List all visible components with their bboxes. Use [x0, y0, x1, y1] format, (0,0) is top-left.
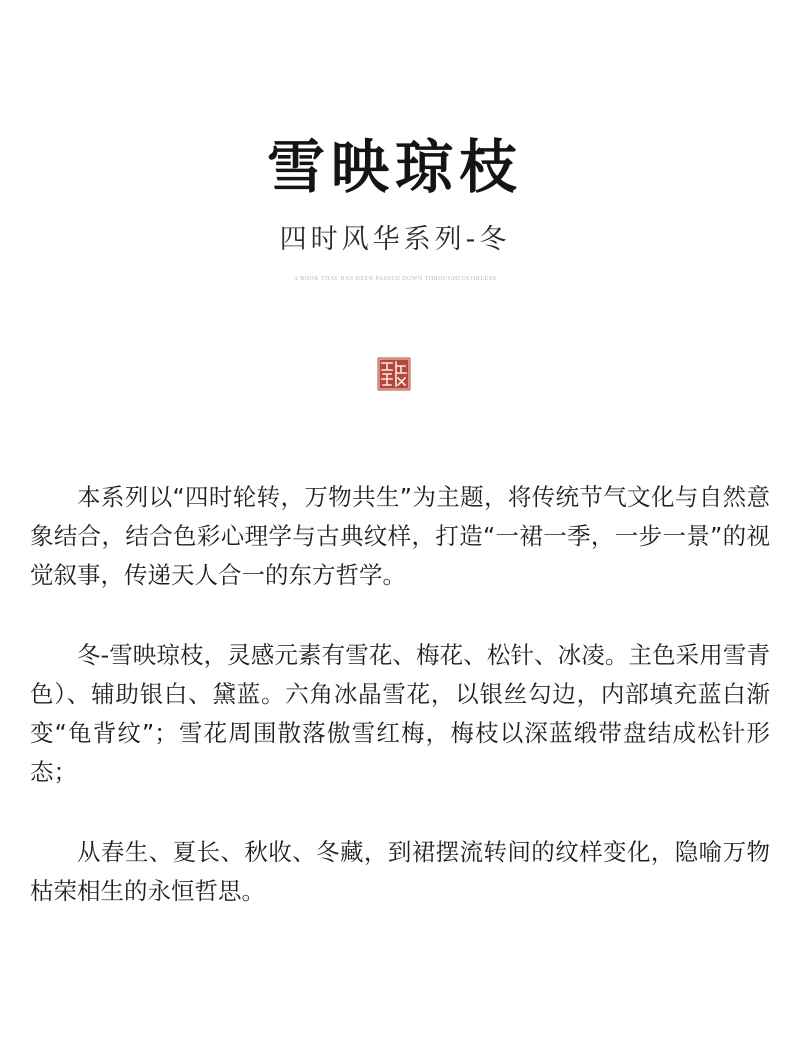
paragraph-winter-theme: 冬-雪映琼枝，灵感元素有雪花、梅花、松针、冰凌。主色采用雪青色）、辅助银白、黛蓝。六角冰晶雪花，以银丝勾边，内部填充蓝白渐变“龟背纹”；雪花周围散落傲雪红梅，梅枝以深蓝缎带盘结成松针形态； — [30, 641, 770, 786]
english-tagline: A BOOK THAT HAS BEEN PASSED DOWN THROUGHCOLORLESS — [293, 276, 497, 282]
description-body — [30, 478, 770, 952]
paragraph-philosophy: 从春生、夏长、秋收、冬藏，到裙摆流转间的纹样变化，隐喻万物枯荣相生的永恒哲思。 — [30, 838, 770, 905]
page-subtitle: 四时风华系列-冬 — [279, 224, 511, 255]
paragraph-series-intro: 本系列以“四时轮转，万物共生”为主题，将传统节气文化与自然意象结合，结合色彩心理学与古典纹样，打造“一裙一季，一步一景”的视觉叙事，传递天人合一的东方哲学。 — [30, 483, 770, 589]
page-title: 雪映琼枝 — [266, 133, 523, 201]
red-seal-stamp-icon — [377, 357, 411, 391]
